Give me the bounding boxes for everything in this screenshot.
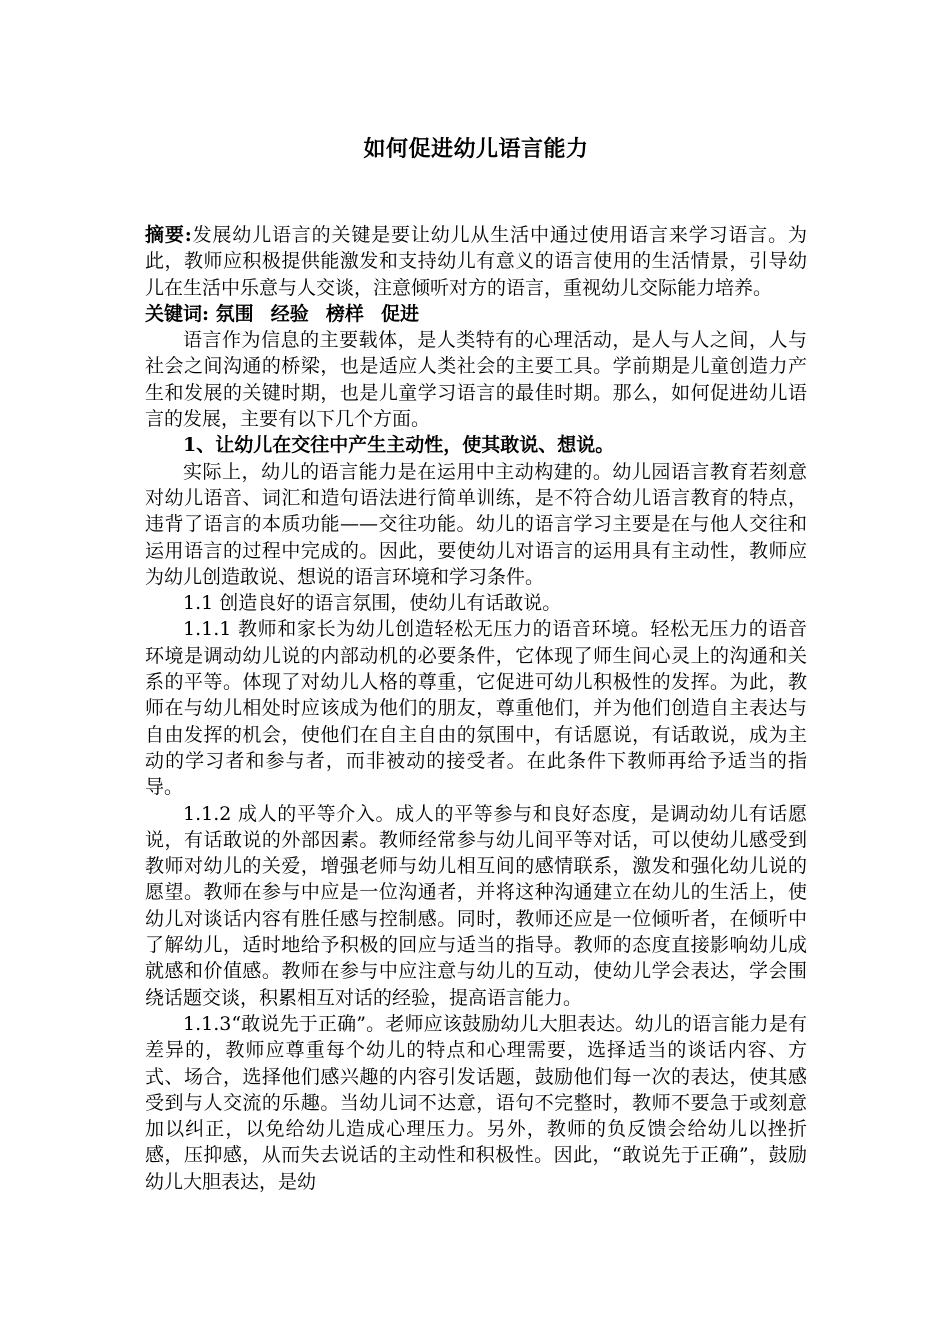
document-title: 如何促进幼儿语言能力 bbox=[363, 136, 589, 162]
subsection-1-1-1-paragraph: 1.1.1 教师和家长为幼儿创造轻松无压力的语音环境。轻松无压力的语音环境是调动幼儿说的内部动机的必要条件，它体现了师生间心灵上的沟通和关系的平等。体现了对幼儿人格的尊重，它促进可幼儿积极性的发挥。为此，教师在与幼儿相处时应该成为他们的朋友，尊重他们，并为他们创造自主表达与自由发挥的机会，使他们在自主自由的氛围中，有话愿说，有话敢说，成为主动的学习者和参与者，而非被动的接受者。在此条件下教师再给予适当的指导。 bbox=[145, 618, 807, 799]
keywords-line bbox=[145, 301, 807, 327]
keyword-item: 榜样 bbox=[325, 302, 364, 325]
abstract-paragraph bbox=[145, 222, 807, 301]
keyword-item: 氛围 bbox=[215, 302, 254, 325]
keyword-item: 经验 bbox=[270, 302, 309, 325]
section-heading-1: 1、让幼儿在交往中产生主动性，使其敢说、想说。 bbox=[183, 434, 615, 457]
document-body bbox=[145, 222, 807, 1195]
keyword-item: 促进 bbox=[380, 302, 419, 325]
subsection-1-1-2-paragraph: 1.1.2 成人的平等介入。成人的平等参与和良好态度，是调动幼儿有话愿说，有话敢说的外部因素。教师经常参与幼儿间平等对话，可以使幼儿感受到教师对幼儿的关爱，增强老师与幼儿相互间的感情联系，激发和强化幼儿说的愿望。教师在参与中应是一位沟通者，并将这种沟通建立在幼儿的生活上，使幼儿对谈话内容有胜任感与控制感。同时，教师还应是一位倾听者，在倾听中了解幼儿，适时地给予积极的回应与适当的指导。教师的态度直接影响幼儿成就感和价值感。教师在参与中应注意与幼儿的互动，使幼儿学会表达，学会围绕话题交谈，积累相互对话的经验，提高语言能力。 bbox=[145, 802, 807, 1009]
abstract-label: 摘要: bbox=[145, 224, 192, 246]
subsection-1-1-3-paragraph: 1.1.3“敢说先于正确”。老师应该鼓励幼儿大胆表达。幼儿的语言能力是有差异的，教师应尊重每个幼儿的特点和心理需要，选择适当的谈话内容、方式、场合，选择他们感兴趣的内容引发话题，鼓励他们每一次的表达，使其感受到与人交流的乐趣。当幼儿词不达意，语句不完整时，教师不要急于或刻意加以纠正，以免给幼儿造成心理压力。另外，教师的负反馈会给幼儿以挫折感，压抑感，从而失去说话的主动性和积极性。因此，“敢说先于正确”，鼓励幼儿大胆表达，是幼 bbox=[145, 1012, 807, 1193]
keywords-label: 关键词: bbox=[145, 302, 210, 325]
section-1-paragraph: 实际上，幼儿的语言能力是在运用中主动构建的。幼儿园语言教育若刻意对幼儿语音、词汇和造句语法进行简单训练，是不符合幼儿语言教育的特点，违背了语言的本质功能——交往功能。幼儿的语言学习主要是在与他人交往和运用语言的过程中完成的。因此，要使幼儿对语言的运用具有主动性，教师应为幼儿创造敢说、想说的语言环境和学习条件。 bbox=[145, 460, 807, 588]
intro-paragraph: 语言作为信息的主要载体，是人类特有的心理活动，是人与人之间，人与社会之间沟通的桥梁，也是适应人类社会的主要工具。学前期是儿童创造力产生和发展的关键时期，也是儿童学习语言的最佳时期。那么，如何促进幼儿语言的发展，主要有以下几个方面。 bbox=[145, 329, 807, 431]
abstract-text: 发展幼儿语言的关键是要让幼儿从生活中通过使用语言来学习语言。为此，教师应积极提供能激发和支持幼儿有意义的语言使用的生活情景，引导幼儿在生活中乐意与人交谈，注意倾听对方的语言，重视幼儿交际能力培养。 bbox=[145, 224, 807, 299]
subsection-heading-1-1: 1.1 创造良好的语言氛围，使幼儿有话敢说。 bbox=[183, 592, 562, 615]
